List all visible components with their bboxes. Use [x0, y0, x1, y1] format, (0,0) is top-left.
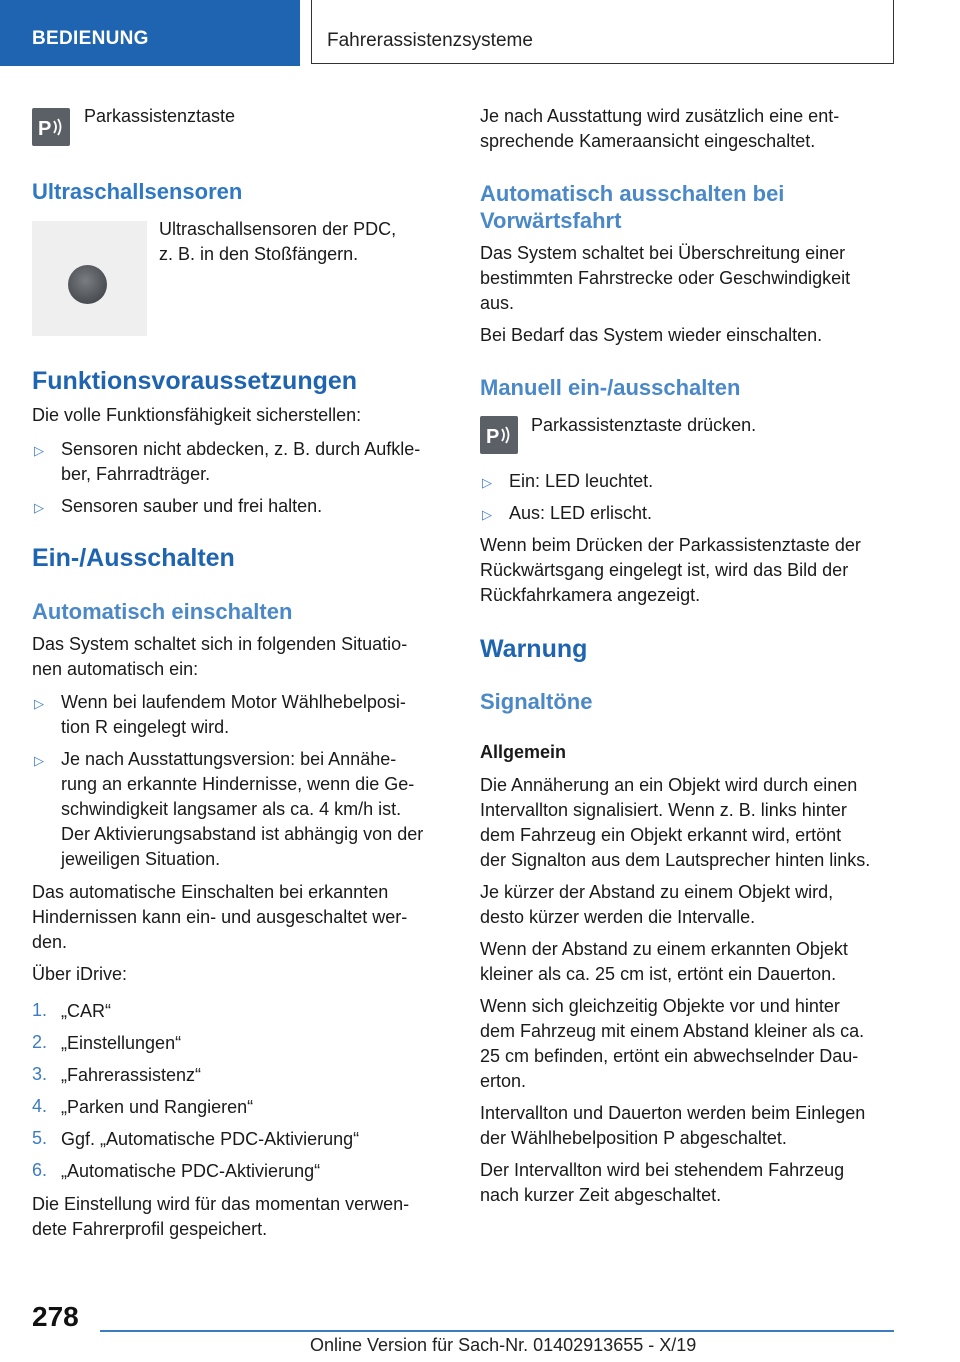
step-number: 6.: [32, 1160, 48, 1180]
heading-ultraschall: Ultraschallsensoren: [32, 179, 243, 204]
kurz-l1: Je kürzer der Abstand zu einem Objekt wird,: [480, 882, 834, 902]
step-number: 2.: [32, 1032, 48, 1052]
kurz-l2: desto kürzer werden die Intervalle.: [480, 907, 756, 927]
funktion-b2: Sensoren sauber und frei halten.: [61, 496, 323, 516]
gleich-l4: erton.: [480, 1071, 527, 1091]
auto-para-l2: Hindernissen kann ein- und ausgeschaltet wer-: [32, 907, 408, 927]
step-number: 1.: [32, 1000, 48, 1020]
funktion-b1-l1: Sensoren nicht abdecken, z. B. durch Aufkle-: [61, 439, 421, 459]
step-number: 3.: [32, 1064, 48, 1084]
cam-l2: sprechende Kameraansicht eingeschaltet.: [480, 131, 816, 151]
heading-signal: Signaltöne: [480, 689, 593, 714]
park-assist-button-icon: [480, 416, 518, 454]
svg-text:P: P: [38, 118, 52, 140]
step-number: 5.: [32, 1128, 48, 1148]
heading-warnung: Warnung: [480, 635, 588, 663]
step-item: „Fahrerassistenz“: [61, 1065, 202, 1085]
icon-caption: Parkassistenztaste: [84, 106, 236, 126]
bullet-icon: ▷: [34, 500, 44, 515]
park-assist-button-icon: [32, 108, 70, 146]
step-item: „Parken und Rangieren“: [61, 1097, 254, 1117]
heading-funktion: Funktionsvoraussetzungen: [32, 367, 358, 395]
heading-auto-ein: Automatisch einschalten: [32, 599, 293, 624]
step-item: „Automatische PDC-Aktivierung“: [61, 1161, 321, 1181]
heading-auto-aus-l2: Vorwärtsfahrt: [480, 208, 622, 233]
step-item: „Einstellungen“: [61, 1033, 182, 1053]
rueck-l3: Rückfahrkamera angezeigt.: [480, 585, 701, 605]
manuell-caption: Parkassistenztaste drücken.: [531, 415, 757, 435]
step-item: Ggf. „Automatische PDC-Aktivierung“: [61, 1129, 360, 1149]
heading-einaus: Ein-/Ausschalten: [32, 544, 235, 572]
allg-l1: Die Annäherung an ein Objekt wird durch einen: [480, 775, 858, 795]
heading-auto-aus-l1: Automatisch ausschalten bei: [480, 181, 785, 206]
steh-l2: nach kurzer Zeit abgeschaltet.: [480, 1185, 722, 1205]
manuell-b2: Aus: LED erlischt.: [509, 503, 653, 523]
aus-l3: aus.: [480, 293, 515, 313]
aus-l1: Das System schaltet bei Überschreitung einer: [480, 243, 846, 263]
p-l2: der Wählhebelposition P abgeschaltet.: [480, 1128, 787, 1148]
auto-b1-l2: tion R eingelegt wird.: [61, 717, 230, 737]
funktion-b1-l2: ber, Fahrradträger.: [61, 464, 211, 484]
bullet-icon: ▷: [34, 443, 44, 458]
auto-intro-l1: Das System schaltet sich in folgenden Situatio-: [32, 634, 408, 654]
auto-b2-l3: schwindigkeit langsamer als ca. 4 km/h ist.: [61, 799, 402, 819]
dauer-l2: kleiner als ca. 25 cm ist, ertönt ein Dauerton.: [480, 964, 837, 984]
sensor-caption-2: z. B. in den Stoßfängern.: [159, 244, 359, 264]
manuell-b1: Ein: LED leuchtet.: [509, 471, 654, 491]
bullet-icon: ▷: [482, 507, 492, 522]
rueck-l2: Rückwärtsgang eingelegt ist, wird das Bild der: [480, 560, 849, 580]
svg-text:P: P: [486, 426, 500, 448]
auto-b2-l1: Je nach Ausstattungsversion: bei Annähe-: [61, 749, 397, 769]
steh-l1: Der Intervallton wird bei stehendem Fahrzeug: [480, 1160, 845, 1180]
section-tab: [0, 0, 300, 66]
allg-l2: Intervallton signalisiert. Wenn z. B. links hinter: [480, 800, 847, 820]
rueck-l1: Wenn beim Drücken der Parkassistenztaste der: [480, 535, 861, 555]
auto-b2-l5: jeweiligen Situation.: [61, 849, 221, 869]
allg-l4: der Signalton aus dem Lautsprecher hinten links.: [480, 850, 871, 870]
bullet-icon: ▷: [482, 475, 492, 490]
bedarf: Bei Bedarf das System wieder einschalten.: [480, 325, 823, 345]
ultrasonic-sensor-image: [32, 221, 147, 336]
auto-para-l1: Das automatische Einschalten bei erkannten: [32, 882, 389, 902]
allg-l3: dem Fahrzeug ein Objekt erkannt wird, ertönt: [480, 825, 842, 845]
heading-manuell: Manuell ein-/ausschalten: [480, 375, 741, 400]
page-number: 278: [32, 1301, 79, 1332]
bullet-icon: ▷: [34, 753, 44, 768]
gleich-l3: 25 cm befinden, ertönt ein abwechselnder Dau-: [480, 1046, 859, 1066]
sensor-icon: [68, 265, 107, 304]
sensor-caption-1: Ultraschallsensoren der PDC,: [159, 219, 397, 239]
cam-l1: Je nach Ausstattung wird zusätzlich eine ent-: [480, 106, 840, 126]
idrive-intro: Über iDrive:: [32, 964, 128, 984]
auto-b1-l1: Wenn bei laufendem Motor Wählhebelposi-: [61, 692, 406, 712]
chapter-box: [311, 0, 894, 64]
gleich-l1: Wenn sich gleichzeitig Objekte vor und hinter: [480, 996, 840, 1016]
saved-l2: dete Fahrerprofil gespeichert.: [32, 1219, 268, 1239]
auto-b2-l2: rung an erkannte Hindernisse, wenn die Ge-: [61, 774, 415, 794]
p-l1: Intervallton und Dauerton werden beim Einlegen: [480, 1103, 866, 1123]
step-number: 4.: [32, 1096, 48, 1116]
section-label: BEDIENUNG: [32, 28, 149, 49]
auto-para-l3: den.: [32, 932, 68, 952]
bullet-icon: ▷: [34, 696, 44, 711]
auto-intro-l2: nen automatisch ein:: [32, 659, 199, 679]
dauer-l1: Wenn der Abstand zu einem erkannten Objekt: [480, 939, 848, 959]
chapter-label: Fahrerassistenzsysteme: [327, 30, 533, 51]
saved-l1: Die Einstellung wird für das momentan verwen-: [32, 1194, 410, 1214]
auto-b2-l4: Der Aktivierungsabstand ist abhängig von der: [61, 824, 424, 844]
heading-allgemein: Allgemein: [480, 742, 567, 762]
footer-rule: [100, 1330, 894, 1332]
gleich-l2: dem Fahrzeug mit einem Abstand kleiner als ca.: [480, 1021, 865, 1041]
aus-l2: bestimmten Fahrstrecke oder Geschwindigkeit: [480, 268, 851, 288]
footer-text: Online Version für Sach-Nr. 01402913655 - X/19: [310, 1335, 697, 1355]
funktion-intro: Die volle Funktionsfähigkeit sicherstellen:: [32, 405, 362, 425]
step-item: „CAR“: [61, 1001, 111, 1021]
